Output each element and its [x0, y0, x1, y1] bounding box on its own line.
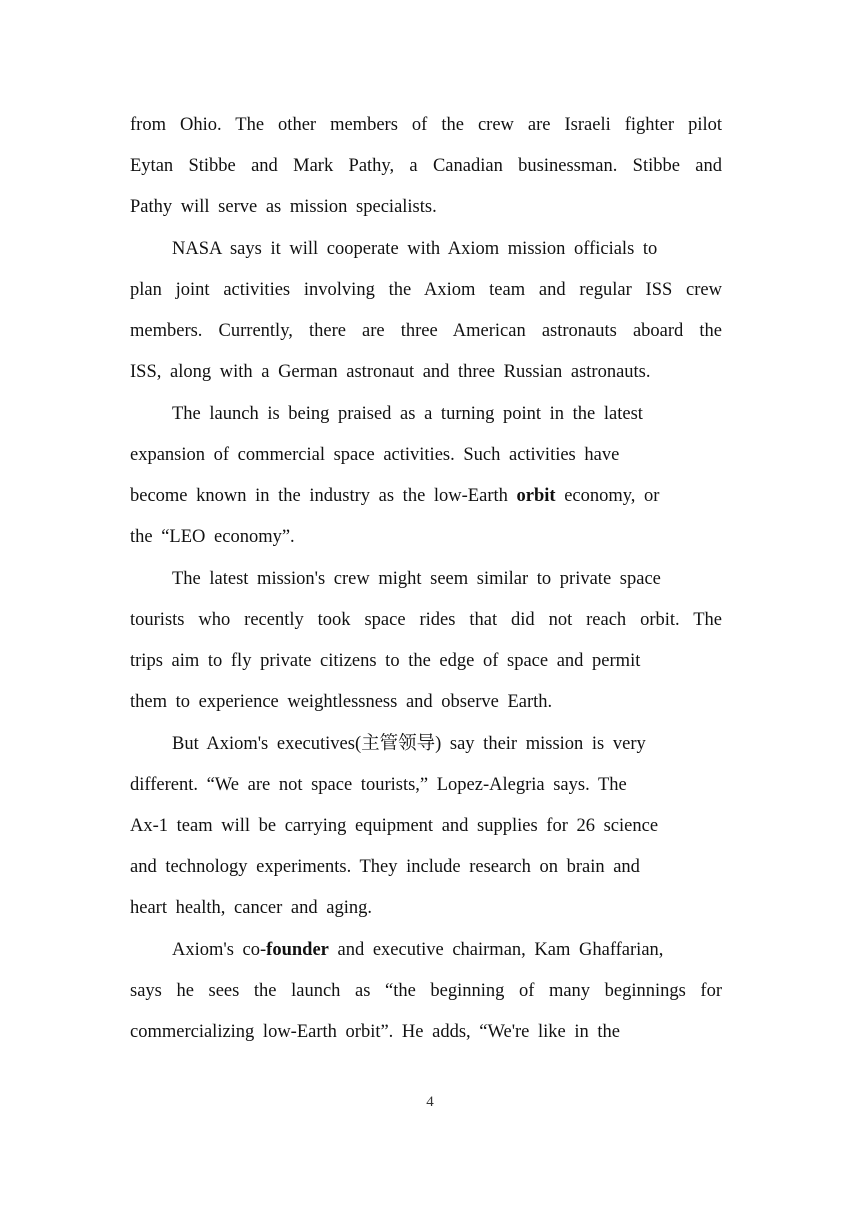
- text-line: [130, 187, 437, 228]
- text-run: economy, or: [555, 486, 660, 506]
- text-line: [130, 352, 651, 393]
- text-run: and executive chairman, Kam Ghaffarian,: [328, 940, 664, 960]
- text-line: [130, 1012, 620, 1053]
- text-run: become known in the industry as the low-Earth: [130, 486, 517, 506]
- text-line: [130, 435, 619, 476]
- text-line: [130, 517, 295, 558]
- text-line: [172, 724, 646, 765]
- text-run: expansion of commercial space activities. Such activities have: [130, 445, 620, 465]
- text-line: [130, 641, 640, 682]
- text-line: [130, 146, 722, 187]
- text-run: says he sees the launch as “the beginning of many beginnings for: [130, 981, 722, 1001]
- text-run: trips aim to fly private citizens to the edge of space and permit: [130, 651, 641, 671]
- text-line: [130, 270, 722, 311]
- text-line: [172, 229, 657, 270]
- text-run: them to experience weightlessness and observe Earth.: [130, 692, 553, 712]
- text-run: different. “We are not space tourists,” Lopez-Alegria says. The: [130, 775, 627, 795]
- text-run: plan joint activities involving the Axiom team and regular ISS crew: [130, 280, 722, 300]
- text-line: [172, 394, 643, 435]
- page-number: 4: [426, 1094, 434, 1110]
- text-line: [130, 847, 640, 888]
- text-run: from Ohio. The other members of the crew are Israeli fighter pilot: [130, 115, 722, 135]
- text-line: [172, 930, 663, 971]
- text-line: [130, 476, 659, 517]
- text-line: [130, 765, 627, 806]
- text-run: members. Currently, there are three American astronauts aboard the: [130, 321, 722, 341]
- text-line: [130, 682, 552, 723]
- text-line: [130, 105, 722, 146]
- text-run: Axiom's co-: [172, 940, 267, 960]
- text-line: [130, 311, 722, 352]
- text-run: tourists who recently took space rides that did not reach orbit. The: [130, 610, 722, 630]
- text-run: Pathy will serve as mission specialists.: [130, 197, 437, 217]
- bold-term: orbit: [516, 486, 556, 506]
- text-run: The latest mission's crew might seem similar to private space: [172, 569, 661, 589]
- text-line: [130, 971, 722, 1012]
- text-run: ISS, along with a German astronaut and three Russian astronauts.: [130, 362, 651, 382]
- text-run: But Axiom's executives(主管领导) say their mission is very: [172, 734, 646, 754]
- text-run: Eytan Stibbe and Mark Pathy, a Canadian businessman. Stibbe and: [130, 156, 722, 176]
- bold-term: founder: [266, 940, 329, 960]
- text-run: the “LEO economy”.: [130, 527, 295, 547]
- text-run: heart health, cancer and aging.: [130, 898, 372, 918]
- text-run: NASA says it will cooperate with Axiom mission officials to: [172, 239, 658, 259]
- text-line: [172, 559, 661, 600]
- text-run: Ax-1 team will be carrying equipment and supplies for 26 science: [130, 816, 659, 836]
- text-line: [130, 806, 658, 847]
- text-line: [130, 600, 722, 641]
- text-line: [130, 888, 372, 929]
- text-run: commercializing low-Earth orbit”. He adds, “We're like in the: [130, 1022, 621, 1042]
- text-run: and technology experiments. They include research on brain and: [130, 857, 640, 877]
- text-run: The launch is being praised as a turning point in the latest: [172, 404, 643, 424]
